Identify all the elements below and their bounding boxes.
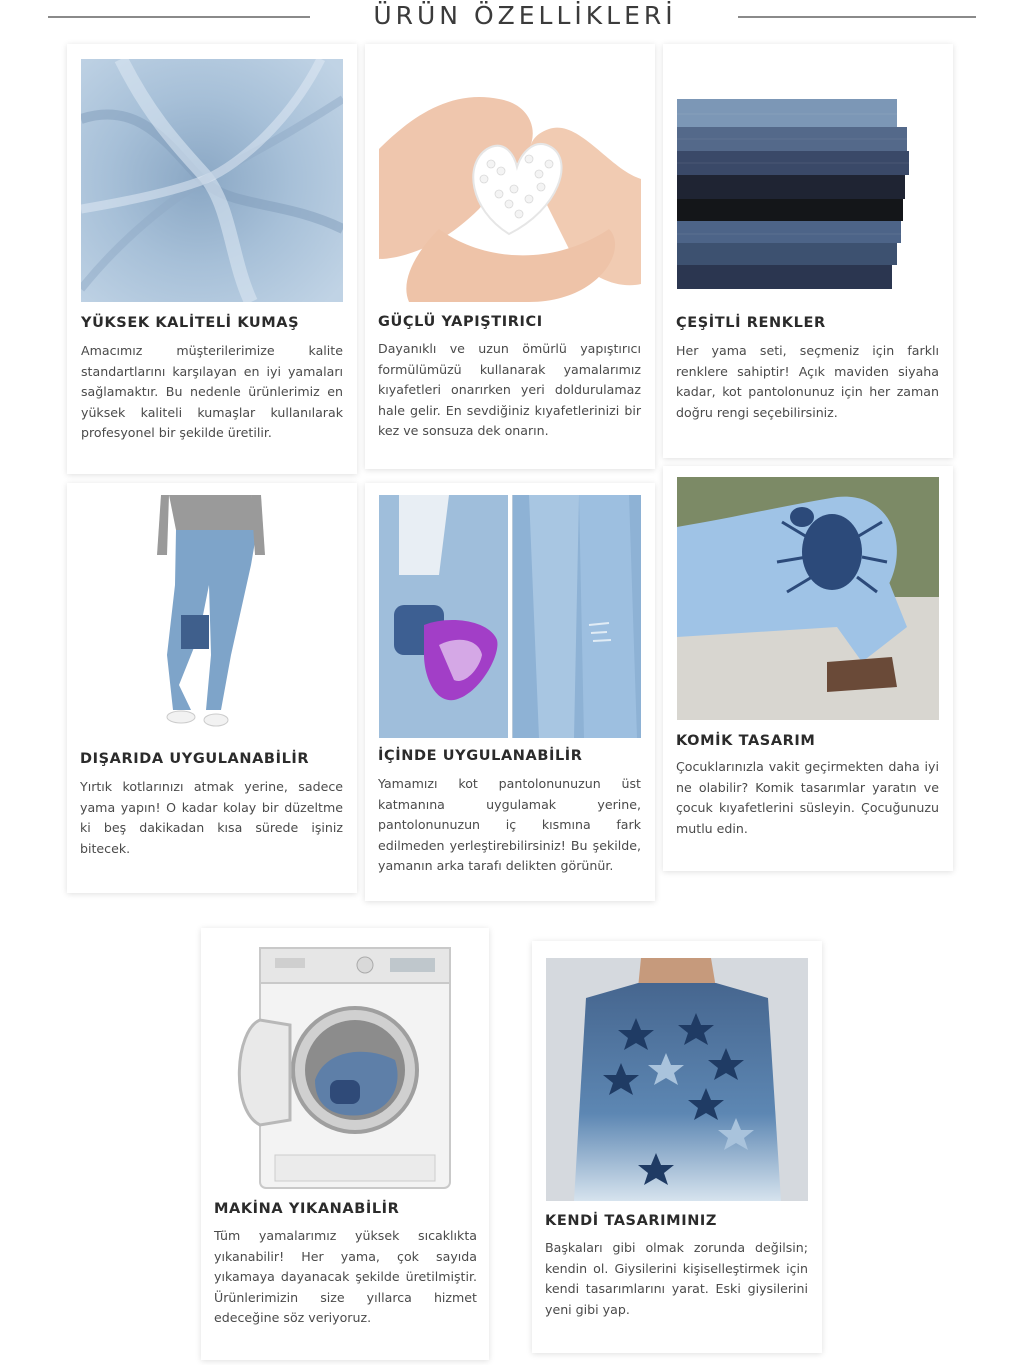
page-header — [0, 0, 1024, 34]
beetle-knee-patch-photo — [677, 477, 939, 720]
page-title: ÜRÜN ÖZELLİKLERİ — [373, 1, 677, 30]
star-jacket-photo — [546, 958, 808, 1201]
feature-card-various-colors — [663, 44, 953, 458]
card-description: Her yama seti, seçmeniz için farklı renklere sahiptir! Açık maviden siyaha kadar, kot pantolonunuz için her zaman doğru rengi seçebilirsiniz. — [676, 343, 939, 420]
card-description: Başkaları gibi olmak zorunda değilsin; kendin ol. Giysilerini kişiselleştirmek için kendi tasarımlarını yarat. Eski giysilerini yeni gibi yap. — [545, 1240, 808, 1317]
glue-beads-photo — [379, 59, 641, 302]
feature-card-apply-outside — [67, 483, 357, 893]
card-title: KENDİ TASARIMINIZ — [545, 1213, 718, 1229]
card-title: İÇİNDE UYGULANABİLİR — [378, 748, 583, 764]
header-divider-right — [738, 16, 976, 18]
feature-card-strong-glue — [365, 44, 655, 469]
fabric-photo — [81, 59, 343, 302]
card-title: GÜÇLÜ YAPIŞTIRICI — [378, 314, 543, 330]
feature-card-your-own-design — [532, 941, 822, 1353]
card-description: Amacımız müşterilerimize kalite standartlarını karşılayan en iyi yamaları sağlamaktır. Bu nedenle ürünlerimiz en yüksek kaliteli kumaşlar kullanılarak profesyonel bir şekilde üretilir. — [81, 343, 343, 440]
card-description: Yırtık kotlarınızı atmak yerine, sadece yama yapın! O kadar kolay bir düzeltme ki beş dakikadan kısa sürede işiniz bitecek. — [80, 779, 343, 856]
denim-stack-photo — [677, 59, 939, 302]
feature-card-machine-washable — [201, 928, 489, 1360]
card-title: DIŞARIDA UYGULANABİLİR — [80, 751, 310, 767]
header-divider-left — [48, 16, 310, 18]
patched-jeans-photo — [81, 495, 343, 740]
card-title: YÜKSEK KALİTELİ KUMAŞ — [81, 315, 300, 331]
card-title: ÇEŞİTLİ RENKLER — [676, 315, 826, 331]
card-title: MAKİNA YIKANABİLİR — [214, 1201, 400, 1217]
feature-card-funny-design — [663, 466, 953, 871]
feature-card-quality-fabric — [67, 44, 357, 474]
card-description: Çocuklarınızla vakit geçirmekten daha iyi ne olabilir? Komik tasarımlar yaratın ve çocuk kıyafetlerini süsleyin. Çocuğunuzu mutlu edin. — [676, 759, 939, 836]
card-description: Yamamızı kot pantolonunuzun üst katmanına uygulamak yerine, pantolonunuzun iç kısmına fark edilmeden yerleştirebilirsiniz! Bu şekilde, yamanın arka tarafı delikten görünür. — [378, 776, 641, 873]
card-title: KOMİK TASARIM — [676, 733, 816, 749]
washing-machine-photo — [215, 940, 477, 1190]
card-description: Tüm yamalarımız yüksek sıcaklıkta yıkanabilir! Her yama, çok sayıda yıkamaya dayanacak şekilde üretilmiştir. Ürünlerimizin size yıllarca hizmet edeceğine söz veriyoruz. — [214, 1228, 477, 1325]
feature-card-apply-inside — [365, 483, 655, 901]
ironing-jeans-photo — [379, 495, 641, 738]
card-description: Dayanıklı ve uzun ömürlü yapıştırıcı formülümüzü kullanarak yamalarımız kıyafetleri onarırken yeri doldurulamaz hale gelir. En sevdiğiniz kıyafetlerinizi bir kez ve sonsuza dek onarın. — [378, 341, 641, 438]
